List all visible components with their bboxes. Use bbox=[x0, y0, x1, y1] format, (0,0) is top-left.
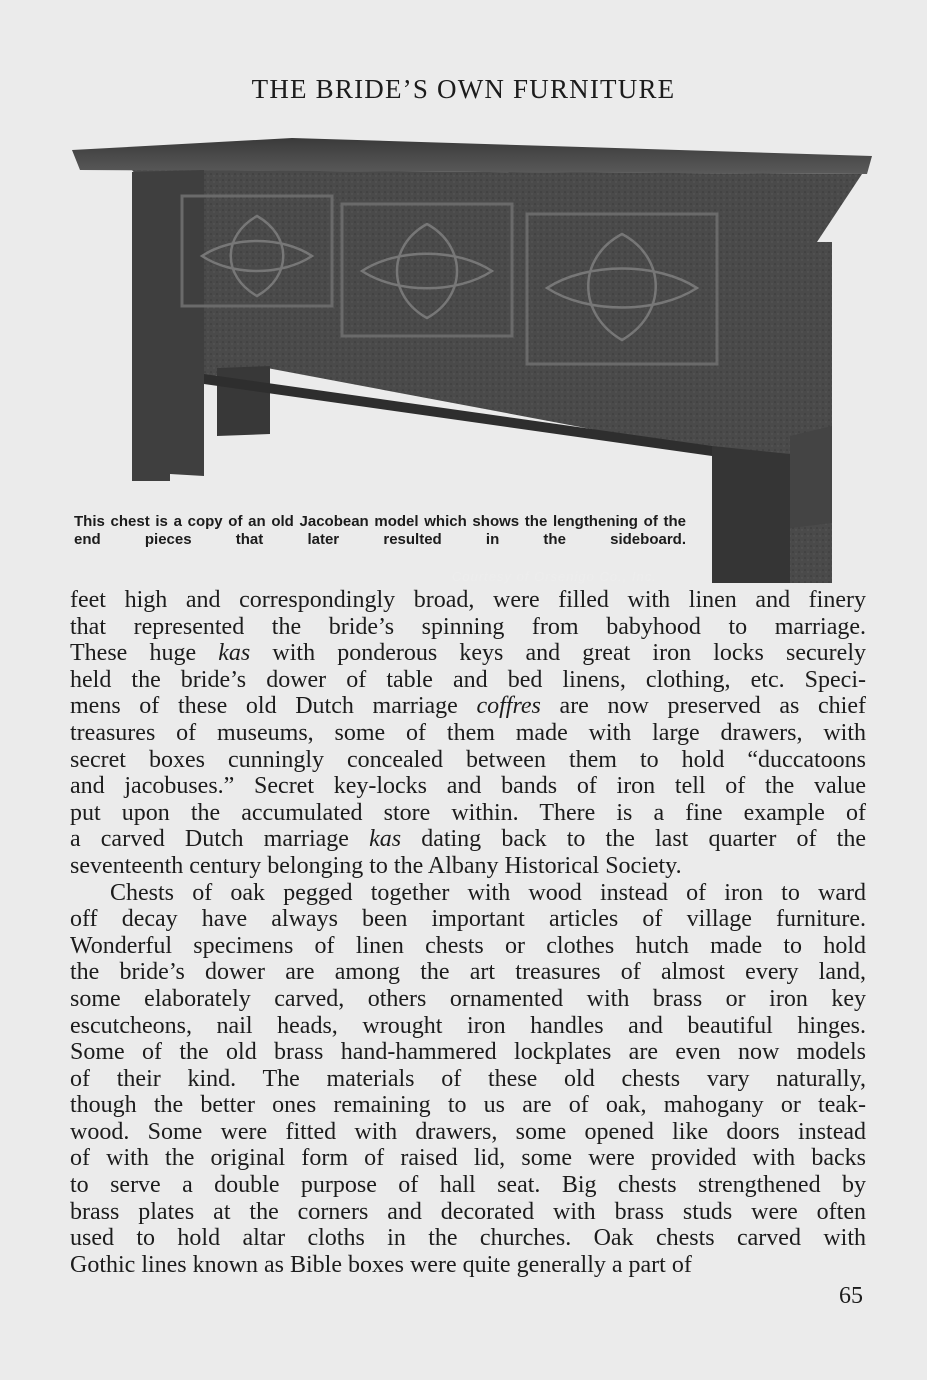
body-line: some elaborately carved, others ornamented with brass or iron key bbox=[70, 985, 866, 1012]
body-line: escutcheons, nail heads, wrought iron handles and beautiful hinges. bbox=[70, 1012, 866, 1039]
body-line: of with the original form of raised lid, some were provided with backs bbox=[70, 1145, 866, 1172]
body-line: Wonderful specimens of linen chests or clothes hutch made to hold bbox=[70, 932, 866, 959]
body-text bbox=[70, 587, 866, 1278]
body-line: secret boxes cunningly concealed between them to hold “duccatoons bbox=[70, 746, 866, 773]
body-line: These huge kas with ponderous keys and great iron locks securely bbox=[70, 640, 866, 667]
body-line: that represented the bride’s spinning from babyhood to marriage. bbox=[70, 613, 866, 640]
body-line: Gothic lines known as Bible boxes were quite generally a part of bbox=[70, 1251, 692, 1278]
body-line: a carved Dutch marriage kas dating back to the last quarter of the bbox=[70, 826, 866, 853]
body-line: to serve a double purpose of hall seat. Big chests strengthened by bbox=[70, 1172, 866, 1199]
body-line: used to hold altar cloths in the churches. Oak chests carved with bbox=[70, 1225, 866, 1252]
body-line: held the bride’s dower of table and bed linens, clothing, etc. Speci- bbox=[70, 666, 866, 693]
body-line: feet high and correspondingly broad, were filled with linen and finery bbox=[70, 587, 866, 613]
page-title: THE BRIDE’S OWN FURNITURE bbox=[251, 74, 676, 104]
body-line: off decay have always been important articles of village furniture. bbox=[70, 906, 866, 933]
body-line: mens of these old Dutch marriage coffres are now preserved as chief bbox=[70, 693, 866, 720]
body-line: Chests of oak pegged together with wood instead of iron to ward bbox=[110, 879, 866, 906]
body-line: treasures of museums, some of them made with large drawers, with bbox=[70, 719, 866, 746]
body-line: though the better ones remaining to us are of oak, mahogany or teak- bbox=[70, 1092, 866, 1119]
figure-caption: This chest is a copy of an old Jacobean model which shows the lengthening of the end pieces that later resulted in the sideboard. bbox=[74, 513, 686, 548]
body-line: put upon the accumulated store within. There is a fine example of bbox=[70, 799, 866, 826]
body-line: of their kind. The materials of these old chests vary naturally, bbox=[70, 1065, 866, 1092]
body-line: brass plates at the corners and decorated with brass studs were often bbox=[70, 1198, 866, 1225]
body-line: the bride’s dower are among the art treasures of almost every land, bbox=[70, 959, 866, 986]
photo-credit: Courtesy of Orsenigo Co., Inc. bbox=[452, 569, 657, 584]
page-number: 65 bbox=[839, 1283, 863, 1309]
body-line: seventeenth century belonging to the Albany Historical Society. bbox=[70, 852, 682, 879]
body-line: wood. Some were fitted with drawers, some opened like doors instead bbox=[70, 1118, 866, 1145]
body-line: Some of the old brass hand-hammered lockplates are even now models bbox=[70, 1039, 866, 1066]
body-line: and jacobuses.” Secret key-locks and bands of iron tell of the value bbox=[70, 773, 866, 800]
